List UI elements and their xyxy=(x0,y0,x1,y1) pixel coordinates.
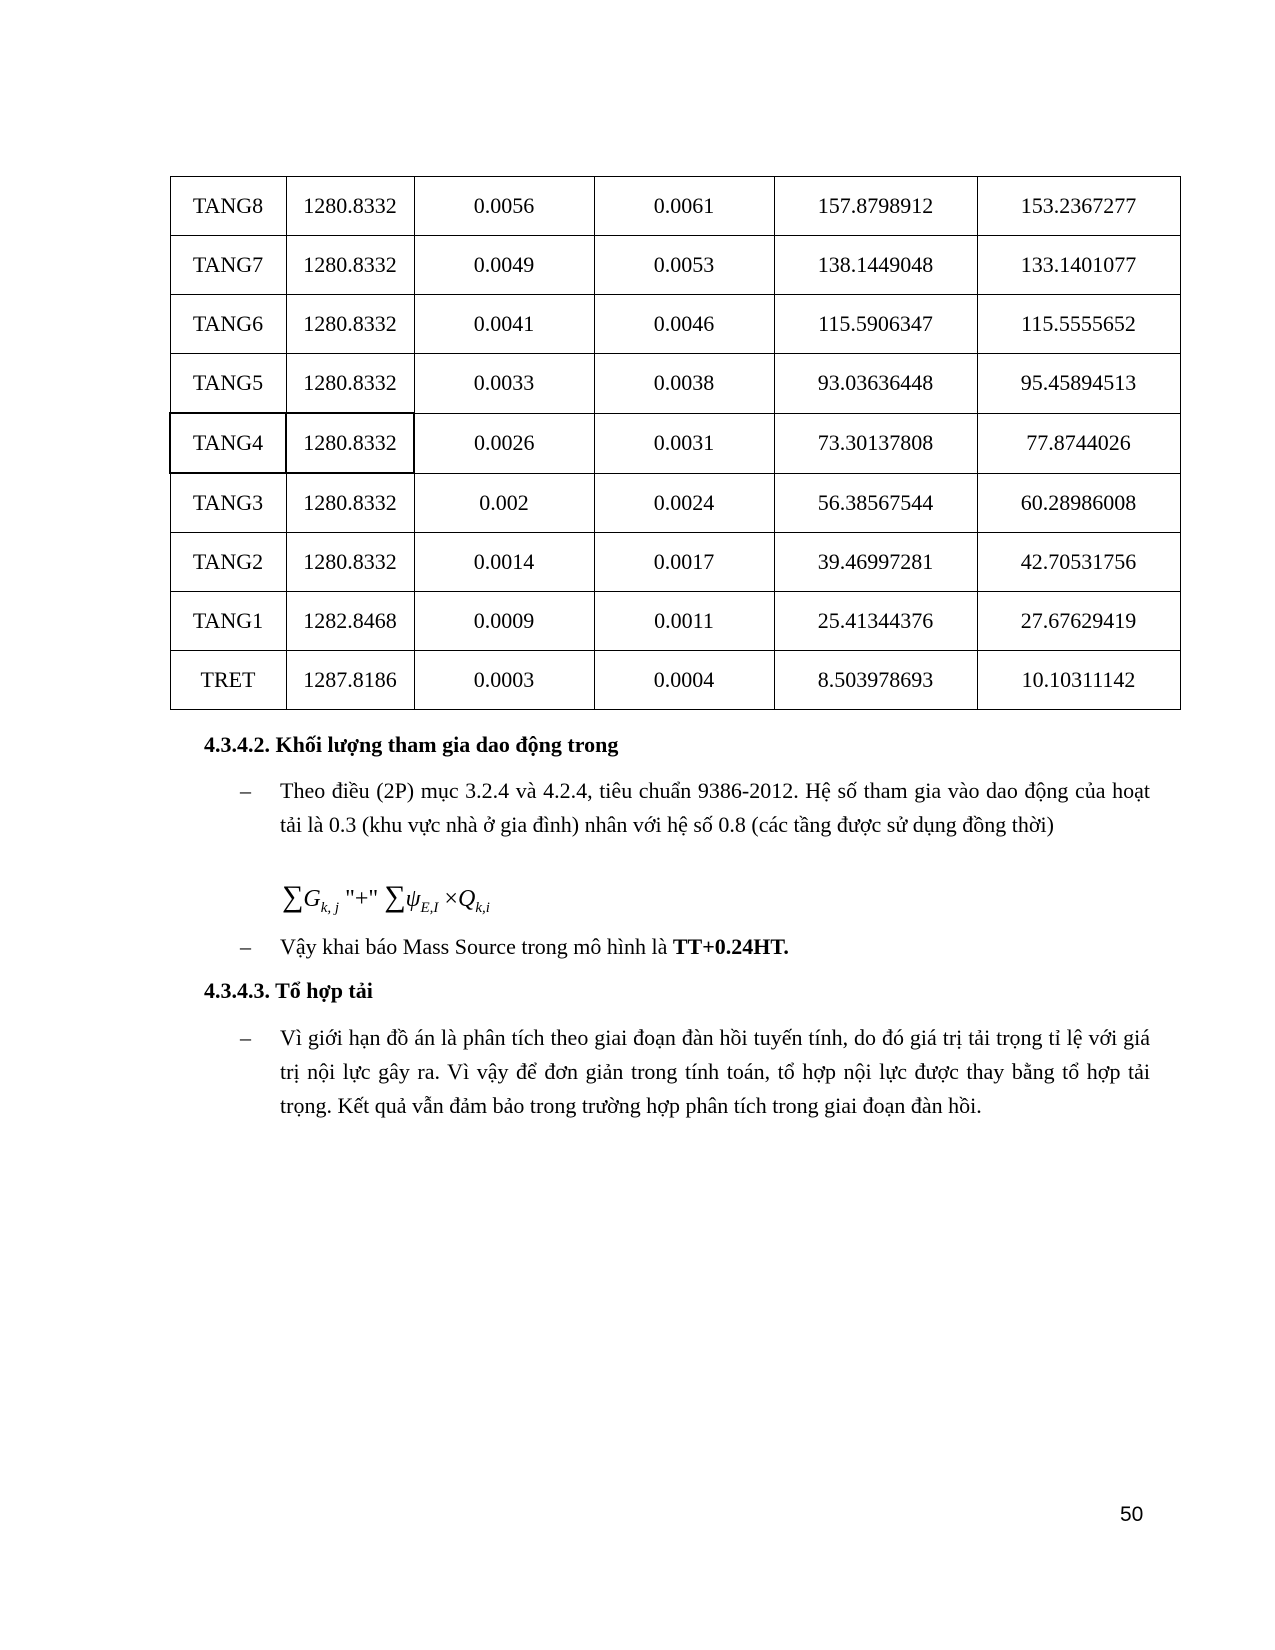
table-cell: 0.0004 xyxy=(594,651,774,710)
table-row xyxy=(170,413,1180,473)
bullet-text: Theo điều (2P) mục 3.2.4 và 4.2.4, tiêu chuẩn 9386-2012. Hệ số tham gia vào dao động của hoạt tải là 0.3 (khu vực nhà ở gia đình) nhân với hệ số 0.8 (các tầng được sử dụng đồng thời) xyxy=(280,778,1150,837)
table-cell: 8.503978693 xyxy=(774,651,977,710)
table-cell: 133.1401077 xyxy=(977,236,1180,295)
table-cell: 1280.8332 xyxy=(286,354,414,414)
table-cell: 1287.8186 xyxy=(286,651,414,710)
table-row xyxy=(170,295,1180,354)
table-cell: TANG2 xyxy=(170,533,286,592)
table-cell: 1280.8332 xyxy=(286,473,414,533)
table-cell: 0.0061 xyxy=(594,177,774,236)
formula-plus: "+" xyxy=(345,886,379,912)
bullet-text-bold: TT+0.24HT. xyxy=(672,934,789,959)
mass-formula xyxy=(282,880,490,917)
table-cell: 77.8744026 xyxy=(977,413,1180,473)
table-cell: TANG1 xyxy=(170,592,286,651)
table-cell: 115.5906347 xyxy=(774,295,977,354)
bullet-mass-source xyxy=(240,930,1150,964)
table-cell: 0.0046 xyxy=(594,295,774,354)
table-cell: 1280.8332 xyxy=(286,413,414,473)
table-cell: 138.1449048 xyxy=(774,236,977,295)
table-cell: 10.10311142 xyxy=(977,651,1180,710)
table-row xyxy=(170,473,1180,533)
bullet-text-prefix: Vậy khai báo Mass Source trong mô hình là xyxy=(280,934,673,959)
table-body xyxy=(170,177,1180,710)
table-cell: 0.0026 xyxy=(414,413,594,473)
bullet-mass-participation xyxy=(240,774,1150,842)
table-cell: 115.5555652 xyxy=(977,295,1180,354)
table-cell: TANG5 xyxy=(170,354,286,414)
table-cell: 0.0033 xyxy=(414,354,594,414)
bullet-text xyxy=(280,930,1150,964)
bullet-dash: – xyxy=(240,1025,251,1050)
table-cell: 73.30137808 xyxy=(774,413,977,473)
formula-times: × xyxy=(444,886,458,912)
table-cell: TANG8 xyxy=(170,177,286,236)
table-row xyxy=(170,533,1180,592)
table-cell: 0.0014 xyxy=(414,533,594,592)
table-cell: 1282.8468 xyxy=(286,592,414,651)
table-cell: 1280.8332 xyxy=(286,533,414,592)
table-cell: 0.0053 xyxy=(594,236,774,295)
formula-psi: ψ xyxy=(405,886,421,912)
table-cell: 0.002 xyxy=(414,473,594,533)
sum-symbol: ∑ xyxy=(384,880,406,913)
table-cell: TANG4 xyxy=(170,413,286,473)
bullet-dash: – xyxy=(240,778,251,803)
table-cell: 0.0056 xyxy=(414,177,594,236)
table-cell: 0.0049 xyxy=(414,236,594,295)
table-cell: 153.2367277 xyxy=(977,177,1180,236)
formula-q: Q xyxy=(457,886,476,912)
table-cell: 0.0038 xyxy=(594,354,774,414)
bullet-text: Vì giới hạn đồ án là phân tích theo giai đoạn đàn hồi tuyến tính, do đó giá trị tải trọng tỉ lệ với giá trị nội lực gây ra. Vì vậy để đơn giản trong tính toán, tổ hợp nội lực được thay bằng tổ hợp tải trọng. Kết quả vẫn đảm bảo trong trường hợp phân tích trong giai đoạn đàn hồi. xyxy=(280,1025,1150,1118)
table-row xyxy=(170,177,1180,236)
table-cell: 0.0041 xyxy=(414,295,594,354)
table-cell: 0.0017 xyxy=(594,533,774,592)
table-cell: TANG7 xyxy=(170,236,286,295)
table-cell: 0.0024 xyxy=(594,473,774,533)
section-heading-mass: 4.3.4.2. Khối lượng tham gia dao động trong xyxy=(204,732,619,757)
table-cell: 95.45894513 xyxy=(977,354,1180,414)
table-cell: TANG3 xyxy=(170,473,286,533)
table-cell: 60.28986008 xyxy=(977,473,1180,533)
table-cell: 1280.8332 xyxy=(286,295,414,354)
table-cell: TRET xyxy=(170,651,286,710)
table-cell: 25.41344376 xyxy=(774,592,977,651)
formula-psi-sub: E,I xyxy=(420,899,439,916)
table-cell: 0.0031 xyxy=(594,413,774,473)
table-cell: 1280.8332 xyxy=(286,177,414,236)
page-number: 50 xyxy=(1120,1503,1144,1526)
table-cell: 56.38567544 xyxy=(774,473,977,533)
bullet-load-combination xyxy=(240,1021,1150,1123)
formula-g: G xyxy=(303,886,321,912)
table-cell: 0.0003 xyxy=(414,651,594,710)
table-row xyxy=(170,354,1180,414)
table-cell: TANG6 xyxy=(170,295,286,354)
table-cell: 1280.8332 xyxy=(286,236,414,295)
table-cell: 0.0011 xyxy=(594,592,774,651)
table-row xyxy=(170,592,1180,651)
table-cell: 39.46997281 xyxy=(774,533,977,592)
table-cell: 42.70531756 xyxy=(977,533,1180,592)
section-heading-load-combination: 4.3.4.3. Tổ hợp tải xyxy=(204,978,373,1003)
table-cell: 0.0009 xyxy=(414,592,594,651)
bullet-dash: – xyxy=(240,934,251,959)
table-cell: 157.8798912 xyxy=(774,177,977,236)
floor-data-table xyxy=(169,176,1181,710)
table-row xyxy=(170,651,1180,710)
table-row xyxy=(170,236,1180,295)
sum-symbol: ∑ xyxy=(282,880,304,913)
formula-q-sub: k,i xyxy=(475,899,490,916)
table-cell: 27.67629419 xyxy=(977,592,1180,651)
formula-g-sub: k, j xyxy=(320,899,340,916)
table-cell: 93.03636448 xyxy=(774,354,977,414)
